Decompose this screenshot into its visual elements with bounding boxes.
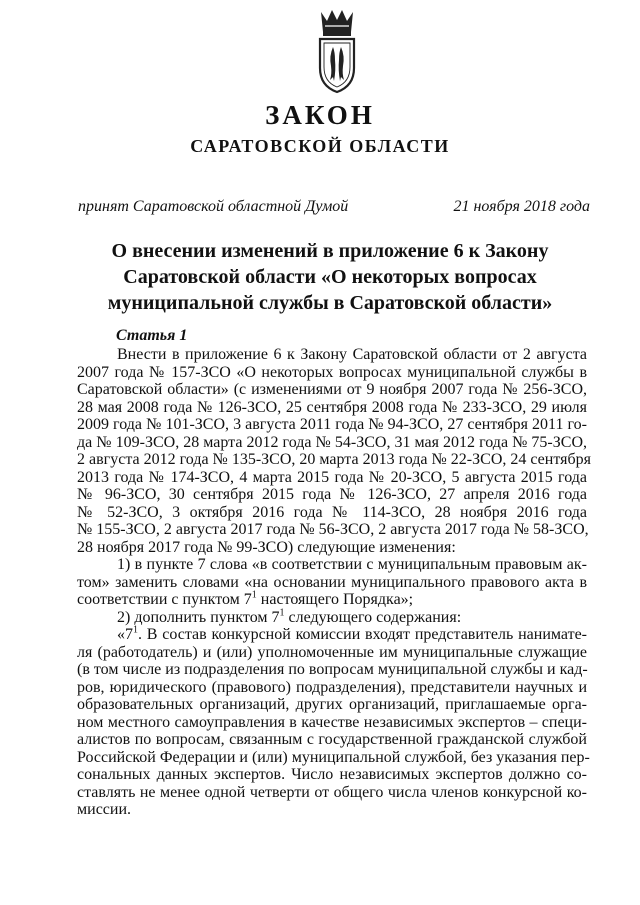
- body-text: соответствии с пунктом 7: [77, 591, 252, 608]
- law-heading: [60, 238, 600, 316]
- body-text: следующего содержания:: [284, 608, 462, 626]
- body-text: настоящего Порядка»;: [256, 591, 414, 608]
- region-name: САРАТОВСКОЙ ОБЛАСТИ: [190, 136, 450, 156]
- body-line: ном местного самоуправления в качестве независимых экспертов – специ-: [77, 713, 587, 731]
- superscript: 1: [133, 624, 138, 636]
- body-line: (в том числе из подразделения по вопросам муниципальной службы и кад-: [77, 661, 588, 678]
- heading-line: муниципальной службы в Саратовской области»: [107, 292, 553, 314]
- body-line: 28 ноября 2017 года № 99-ЗСО) следующие изменения:: [77, 538, 456, 556]
- body-line: 2 августа 2012 года № 135-ЗСО, 20 марта 2013 года № 22-ЗСО, 24 сентября: [77, 451, 591, 468]
- body-line: Российской Федерации и (или) муниципальной службой, без указания пер-: [77, 748, 590, 766]
- body-line: 2009 года № 101-ЗСО, 3 августа 2011 года № 94-ЗСО, 27 сентября 2011 го-: [77, 416, 587, 433]
- body-line: 2007 года № 157-ЗСО «О некоторых вопросах муниципальной службы в: [77, 363, 587, 381]
- body-line: [77, 591, 587, 609]
- body-line: ля (работодатель) и (или) уполномоченные им муниципальные служащие: [77, 643, 587, 661]
- body-line: [77, 626, 587, 644]
- body-line: да № 109-ЗСО, 28 марта 2012 года № 54-ЗСО, 31 мая 2012 года № 75-ЗСО,: [77, 433, 587, 451]
- body-line: 1) в пункте 7 слова «в соответствии с муниципальным правовым ак-: [117, 556, 587, 573]
- adoption-date: 21 ноября 2018 года: [453, 198, 590, 215]
- body-line: № 155-ЗСО, 2 августа 2017 года № 56-ЗСО, 2 августа 2017 года № 58-ЗСО,: [77, 521, 589, 538]
- body-line: Внести в приложение 6 к Закону Саратовской области от 2 августа: [117, 346, 587, 363]
- body-line: сональных данных экспертов. Число независимых экспертов должно со-: [77, 766, 587, 783]
- law-title: ЗАКОН: [265, 100, 375, 130]
- article-title: Статья 1: [116, 327, 188, 344]
- body-line: миссии.: [77, 801, 132, 818]
- article-body: [77, 346, 591, 819]
- coat-of-arms-icon: [314, 8, 360, 94]
- body-line: том» заменить словами «на основании муниципального правового акта в: [77, 573, 587, 591]
- body-line: алистов по вопросам, связанным с государственной гражданской службой: [77, 731, 587, 748]
- body-line: № 52-ЗСО, 3 октября 2016 года № 114-ЗСО, 28 ноября 2016 года: [77, 503, 587, 521]
- body-line: 28 мая 2008 года № 126-ЗСО, 25 сентября 2008 года № 233-ЗСО, 29 июля: [77, 398, 587, 416]
- body-line: ставлять не менее одной четверти от общего числа членов конкурсной ко-: [77, 783, 587, 801]
- body-line: [77, 609, 587, 627]
- body-line: Саратовской области» (с изменениями от 9 ноября 2007 года № 256-ЗСО,: [77, 381, 587, 398]
- superscript: 1: [251, 589, 257, 601]
- heading-line: Саратовской области «О некоторых вопросах: [123, 266, 537, 288]
- body-line: № 96-ЗСО, 30 сентября 2015 года № 126-ЗСО, 27 апреля 2016 года: [77, 486, 587, 503]
- body-text: 2) дополнить пунктом 7: [117, 608, 280, 626]
- body-line: образовательных организаций, других организаций, приглашаемые орга-: [77, 696, 587, 713]
- body-line: 2013 года № 174-ЗСО, 4 марта 2015 года № 20-ЗСО, 5 августа 2015 года: [77, 468, 587, 486]
- body-line: ров, юридического (правового) подразделения), представители научных и: [77, 678, 587, 696]
- adoption-note: принят Саратовской областной Думой: [78, 198, 349, 215]
- superscript: 1: [279, 607, 285, 619]
- heading-line: О внесении изменений в приложение 6 к Закону: [111, 240, 549, 262]
- body-text: . В состав конкурсной комиссии входят представитель нанимате-: [138, 626, 587, 643]
- body-text: «7: [117, 626, 133, 643]
